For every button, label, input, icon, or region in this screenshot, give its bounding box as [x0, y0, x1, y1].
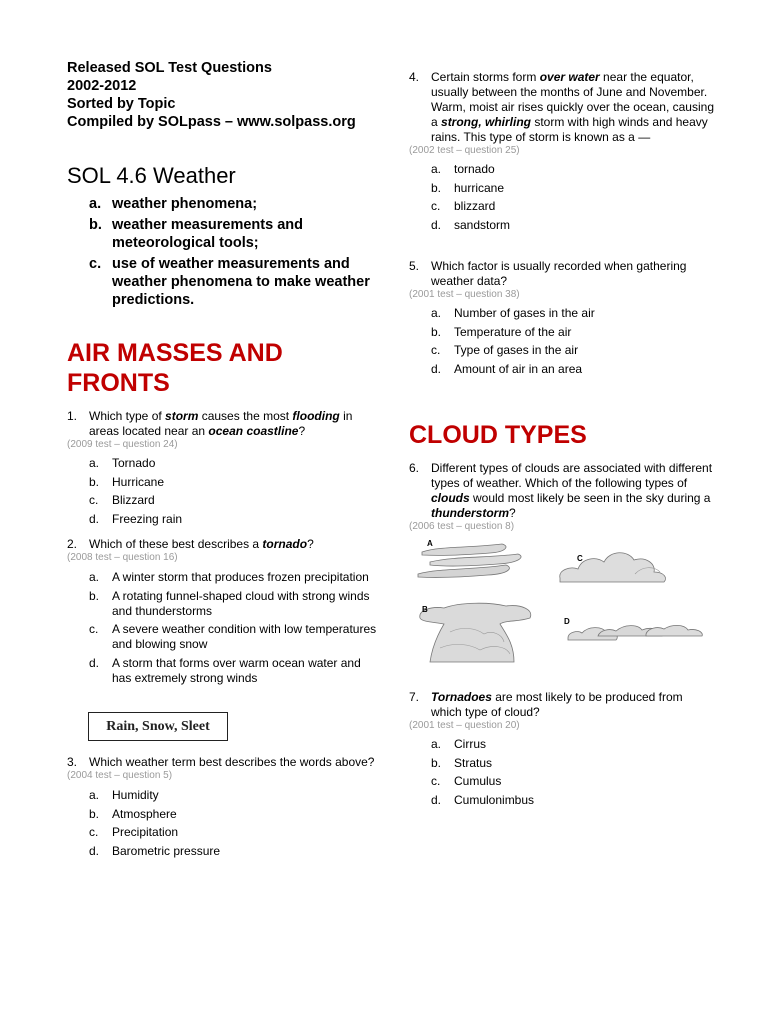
question-number: 2. — [67, 537, 78, 551]
sol-objective-letter: c. — [89, 256, 102, 272]
option-text: blizzard — [454, 199, 496, 213]
text-part: ? — [307, 537, 314, 551]
option-text: A severe weather condition with low temperatures and blowing snow — [112, 622, 377, 651]
option-text: sandstorm — [454, 217, 511, 232]
option-letter: d. — [431, 217, 442, 232]
sol-title: SOL 4.6 Weather — [67, 163, 236, 188]
keyword: thunderstorm — [431, 506, 509, 520]
question-7 — [409, 690, 714, 811]
option-letter: a. — [89, 456, 100, 470]
sol-objective — [89, 216, 379, 252]
header-line-title: Released SOL Test Questions — [67, 60, 272, 76]
option-letter: d. — [89, 511, 100, 526]
keyword: clouds — [431, 491, 470, 505]
question-source: (2002 test – question 25) — [409, 145, 520, 156]
answer-option — [89, 570, 377, 585]
keyword: flooding — [292, 409, 340, 423]
question-1 — [67, 409, 377, 530]
option-text: Hurricane — [112, 474, 165, 489]
text-part: in areas located near an — [89, 409, 353, 438]
answer-option — [89, 844, 377, 859]
question-6 — [409, 461, 714, 532]
text-part: storm with high winds and heavy rains. This type of storm is known as a — — [431, 115, 708, 144]
option-letter: d. — [431, 361, 442, 376]
option-text: Cumulonimbus — [454, 792, 535, 807]
option-letter: a. — [431, 306, 442, 320]
text-part: Different types of clouds are associated with different types of weather. Which of the following types of — [431, 461, 713, 490]
question-text — [89, 537, 314, 552]
option-text: Atmosphere — [112, 806, 177, 821]
option-letter: c. — [431, 199, 441, 213]
answer-option — [431, 793, 714, 808]
answer-option — [431, 218, 714, 233]
question-number: 6. — [409, 461, 420, 475]
option-letter: a. — [89, 570, 100, 584]
question-stem — [67, 755, 377, 770]
answer-option — [431, 362, 714, 377]
question-text — [89, 409, 377, 439]
text-part: causes the most — [198, 409, 293, 423]
option-text: A winter storm that produces frozen precipitation — [112, 570, 369, 584]
question-source: (2008 test – question 16) — [67, 552, 178, 563]
text-part: Which type of — [89, 409, 166, 423]
option-letter: d. — [89, 655, 100, 670]
option-letter: c. — [431, 774, 441, 788]
label-a: A — [427, 539, 433, 548]
question-source: (2006 test – question 8) — [409, 521, 515, 532]
question-number: 4. — [409, 70, 420, 84]
document-header — [67, 59, 356, 131]
option-text: Precipitation — [112, 825, 179, 839]
answer-options — [89, 570, 377, 686]
option-letter: b. — [431, 180, 442, 195]
question-number: 7. — [409, 690, 420, 704]
answer-option — [89, 788, 377, 803]
keyword: tornado — [262, 537, 308, 551]
answer-options — [431, 306, 714, 377]
option-text: Number of gases in the air — [454, 306, 595, 320]
option-letter: b. — [431, 324, 442, 339]
answer-option — [431, 325, 714, 340]
question-text: Which factor is usually recorded when gathering weather data? — [431, 259, 687, 288]
option-letter: a. — [89, 788, 100, 802]
option-text: Blizzard — [112, 493, 155, 507]
answer-option — [89, 807, 377, 822]
question-source: (2009 test – question 24) — [67, 439, 178, 450]
option-letter: d. — [89, 843, 100, 858]
cloud-types-illustration — [410, 536, 710, 668]
question-stem — [409, 70, 714, 145]
label-c: C — [577, 554, 583, 563]
sol-objective-letter: a. — [89, 196, 102, 212]
question-number: 1. — [67, 409, 78, 423]
text-part: Which of these best describes a — [89, 537, 263, 551]
answer-option — [431, 737, 714, 752]
option-letter: d. — [431, 792, 442, 807]
option-letter: a. — [431, 162, 442, 176]
answer-option — [431, 181, 714, 196]
answer-option — [431, 774, 714, 789]
answer-option — [431, 162, 714, 177]
option-letter: c. — [89, 825, 99, 839]
option-letter: c. — [89, 493, 99, 507]
option-letter: b. — [89, 474, 100, 489]
text-part: are most likely to be produced from which type of cloud? — [431, 690, 683, 719]
keyword: strong, whirling — [441, 115, 532, 129]
question-number: 5. — [409, 259, 420, 273]
question-text — [431, 690, 714, 720]
question-source: (2001 test – question 20) — [409, 720, 520, 731]
question-text: Which weather term best describes the words above? — [89, 755, 375, 769]
question-3 — [67, 755, 377, 862]
label-d: D — [564, 617, 570, 626]
label-b: B — [422, 605, 428, 614]
question-stem — [67, 537, 377, 552]
option-text: Barometric pressure — [112, 843, 221, 858]
answer-options — [431, 737, 714, 808]
option-letter: a. — [431, 737, 442, 751]
sol-objective — [89, 195, 379, 213]
answer-option — [431, 343, 714, 358]
question-stem — [409, 461, 714, 521]
answer-option — [431, 756, 714, 771]
answer-options — [89, 456, 377, 527]
question-4 — [409, 70, 714, 236]
option-text: Amount of air in an area — [454, 361, 583, 376]
keyword: Tornadoes — [431, 690, 492, 704]
rain-snow-sleet-box: Rain, Snow, Sleet — [88, 712, 228, 741]
section-heading-cloud-types: CLOUD TYPES — [409, 421, 587, 449]
option-letter: b. — [89, 588, 100, 603]
answer-option — [89, 622, 377, 652]
answer-options — [431, 162, 714, 233]
answer-option — [431, 306, 714, 321]
option-text: Cirrus — [454, 737, 486, 751]
section-heading-air-masses: AIR MASSES AND FRONTS — [67, 339, 283, 397]
question-number: 3. — [67, 755, 78, 769]
option-text: Tornado — [112, 456, 156, 470]
answer-option — [89, 589, 377, 619]
sol-objective-text: use of weather measurements and weather phenomena to make weather predictions. — [112, 256, 370, 308]
answer-option — [89, 512, 377, 527]
question-5 — [409, 259, 714, 380]
text-part: Certain storms form — [431, 70, 540, 84]
text-part: near the equator, usually between the months of June and November. Warm, moist air rises quickly over the ocean, causing a — [431, 70, 714, 129]
question-stem — [409, 690, 714, 720]
answer-option — [89, 475, 377, 490]
keyword: ocean coastline — [208, 424, 299, 438]
sol-objective-text: weather measurements and meteorological tools; — [112, 217, 303, 251]
option-text: Stratus — [454, 755, 493, 770]
option-text: Type of gases in the air — [454, 343, 579, 357]
question-stem — [67, 409, 377, 439]
text-part: would most likely be seen in the sky during a — [469, 491, 711, 505]
option-text: Temperature of the air — [454, 324, 572, 339]
header-line-years: 2002-2012 — [67, 78, 137, 94]
sol-objective-letter: b. — [89, 217, 102, 233]
question-text — [431, 461, 714, 521]
header-line-sorted: Sorted by Topic — [67, 96, 176, 112]
option-text: hurricane — [454, 180, 505, 195]
option-text: Humidity — [112, 788, 159, 802]
answer-option — [89, 825, 377, 840]
option-text: Cumulus — [454, 774, 502, 788]
option-text: A rotating funnel-shaped cloud with strong winds and thunderstorms — [112, 588, 370, 618]
question-2 — [67, 537, 377, 689]
answer-option — [89, 656, 377, 686]
text-part: ? — [509, 506, 516, 520]
sol-objective-text: weather phenomena; — [112, 196, 258, 212]
answer-option — [89, 456, 377, 471]
cirrus-cloud-a — [418, 544, 521, 577]
sol-objectives-list — [89, 195, 379, 312]
keyword: over water — [539, 70, 600, 84]
keyword: storm — [165, 409, 199, 423]
option-text: Freezing rain — [112, 511, 183, 526]
option-text: A storm that forms over warm ocean water and has extremely strong winds — [112, 655, 361, 685]
question-source: (2001 test – question 38) — [409, 289, 520, 300]
answer-options — [89, 788, 377, 859]
stratocumulus-cloud-d — [568, 625, 702, 640]
question-stem — [409, 259, 714, 289]
answer-option — [89, 493, 377, 508]
option-letter: c. — [431, 343, 441, 357]
sol-objective — [89, 255, 379, 309]
cumulus-cloud-c — [560, 553, 666, 582]
option-text: tornado — [454, 162, 495, 176]
cumulonimbus-cloud-b — [420, 603, 531, 662]
option-letter: b. — [89, 806, 100, 821]
option-letter: c. — [89, 622, 99, 636]
text-part: ? — [298, 424, 306, 438]
question-source: (2004 test – question 5) — [67, 770, 173, 781]
answer-option — [431, 199, 714, 214]
option-letter: b. — [431, 755, 442, 770]
question-text — [431, 70, 714, 145]
header-line-compiled: Compiled by SOLpass – www.solpass.org — [67, 114, 356, 130]
